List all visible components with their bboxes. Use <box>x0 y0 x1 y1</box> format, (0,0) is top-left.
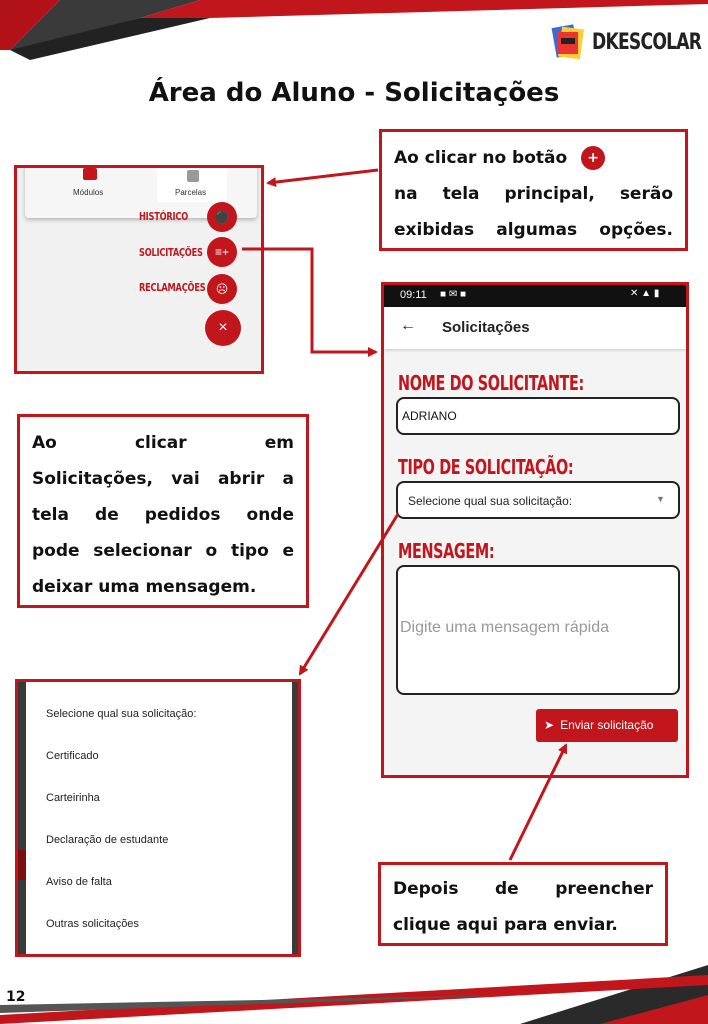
sad-face-icon[interactable]: ☹ <box>207 274 237 304</box>
status-bar <box>384 285 686 307</box>
type-placeholder: Selecione qual sua solicitação: <box>408 494 573 508</box>
bottom-decoration <box>0 955 708 1024</box>
message-placeholder: Digite uma mensagem rápida <box>400 619 609 636</box>
logo-icon <box>550 24 586 60</box>
send-button[interactable] <box>536 709 678 742</box>
send-icon: ➤ <box>544 718 555 732</box>
label-mensagem: MENSAGEM: <box>398 539 495 563</box>
callout-line: clique aqui para enviar. <box>393 915 618 935</box>
label-tipo: TIPO DE SOLICITAÇÃO: <box>398 455 574 479</box>
notification-icons: ■ ✉ ■ <box>440 289 467 300</box>
signal-icons: ✕ ▲ ▮ <box>630 288 660 299</box>
arrow <box>268 170 378 183</box>
back-arrow-icon[interactable]: ← <box>400 317 416 334</box>
status-time: 09:11 <box>400 289 427 301</box>
type-select[interactable] <box>396 481 680 519</box>
callout-line: exibidas algumas opções. <box>394 220 673 240</box>
dropdown-option[interactable]: Aviso de falta <box>46 876 112 888</box>
dropdown-option[interactable]: Declaração de estudante <box>46 834 169 846</box>
app-title: Solicitações <box>442 319 530 336</box>
menu-item-reclamacoes[interactable]: RECLAMAÇÕES <box>139 281 206 294</box>
dropdown-screenshot <box>15 679 301 957</box>
list-add-icon[interactable]: ≡+ <box>207 237 237 267</box>
plus-icon: + <box>581 146 605 170</box>
callout-line: na tela principal, serão <box>394 184 673 204</box>
page-title: Área do Aluno - Solicitações <box>148 78 560 108</box>
dropdown-option[interactable]: Selecione qual sua solicitação: <box>46 708 197 720</box>
message-field[interactable] <box>396 565 680 695</box>
dropdown-option[interactable]: Certificado <box>46 750 99 762</box>
chevron-down-icon: ▼ <box>656 494 665 504</box>
app-bar <box>384 307 686 349</box>
callout-line: deixar uma mensagem. <box>32 577 257 597</box>
tile-label[interactable]: Módulos <box>73 188 104 197</box>
phone-screenshot <box>381 282 689 778</box>
callout-line: Ao clicar no botão <box>394 148 568 168</box>
callout-line: Ao clicar em <box>32 433 294 453</box>
tile-label[interactable]: Parcelas <box>175 188 207 197</box>
parcel-icon <box>187 170 199 182</box>
send-label: Enviar solicitação <box>560 718 654 732</box>
menu-item-solicitacoes[interactable]: SOLICITAÇÕES <box>139 246 203 259</box>
dropdown-option[interactable]: Carteirinha <box>46 792 100 804</box>
callout-solicitacoes <box>17 414 309 608</box>
callout-send <box>378 862 668 946</box>
dropdown-menu <box>26 682 292 954</box>
close-icon[interactable]: × <box>205 310 241 346</box>
name-field[interactable] <box>396 397 680 435</box>
bag-icon[interactable]: ⚫ <box>207 202 237 232</box>
page-number: 12 <box>6 989 26 1005</box>
menu-screenshot <box>14 165 264 374</box>
callout-line: tela de pedidos onde <box>32 505 294 525</box>
brand-name: DKESCOLAR <box>592 30 702 55</box>
callout-line: pode selecionar o tipo e <box>32 541 294 561</box>
label-nome: NOME DO SOLICITANTE: <box>398 371 584 395</box>
callout-line: Depois de preencher <box>393 879 653 899</box>
callout-menu-button <box>379 129 688 251</box>
module-icon <box>83 168 97 180</box>
callout-line: Solicitações, vai abrir a <box>32 469 294 489</box>
menu-item-historico[interactable]: HISTÓRICO <box>139 210 189 223</box>
name-value: ADRIANO <box>402 409 457 423</box>
dropdown-option[interactable]: Outras solicitações <box>46 918 139 930</box>
